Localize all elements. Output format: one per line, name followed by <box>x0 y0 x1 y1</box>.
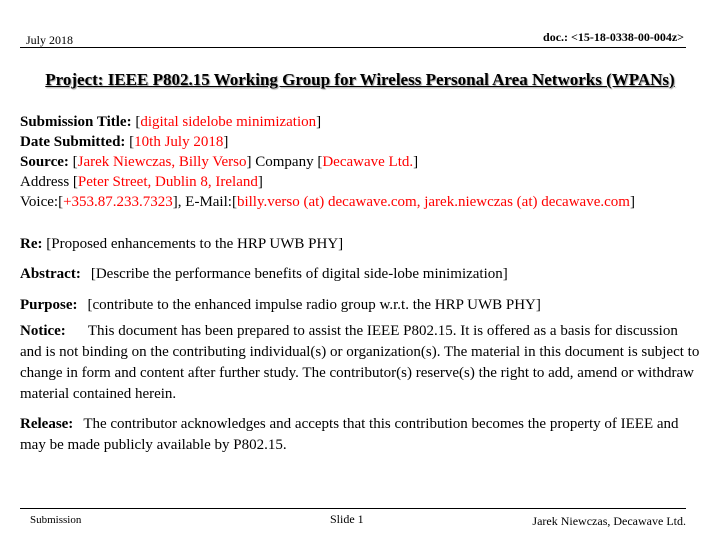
submission-title-line: Submission Title: [digital sidelobe minimization] <box>20 114 322 130</box>
email-label: E-Mail: <box>185 194 232 210</box>
address-value: Peter Street, Dublin 8, Ireland <box>77 174 258 190</box>
source-line: Source: [Jarek Niewczas, Billy Verso] Company [Decawave Ltd.] <box>20 154 419 170</box>
notice-text: This document has been prepared to assist the IEEE P802.15. It is offered as a basis for discussion and is not binding on the contributing individual(s) or organization(s). The material in this document is subject to change in form and content after further study. The contributor(s) reserve(s) the right to add, amend or withdraw material contained herein. <box>20 323 700 402</box>
abstract-line: Abstract: [Describe the performance benefits of digital side-lobe minimization] <box>20 266 508 282</box>
notice-label: Notice: <box>20 323 66 339</box>
date-submitted-value: 10th July 2018 <box>134 134 224 150</box>
address-line: Address [Peter Street, Dublin 8, Ireland] <box>20 174 263 190</box>
source-label: Source: <box>20 154 69 170</box>
re-value: Proposed enhancements to the HRP UWB PHY <box>51 236 339 252</box>
header-date: July 2018 <box>26 33 74 47</box>
address-label: Address <box>20 174 70 190</box>
re-label: Re: <box>20 236 43 252</box>
submission-title-label: Submission Title: <box>20 114 132 130</box>
purpose-label: Purpose: <box>20 297 78 313</box>
company-value: Decawave Ltd. <box>322 154 414 170</box>
voice-value: +353.87.233.7323 <box>63 194 173 210</box>
footer-author: Jarek Niewczas, Decawave Ltd. <box>532 514 686 528</box>
release-paragraph <box>20 414 700 456</box>
purpose-value: contribute to the enhanced impulse radio group w.r.t. the HRP UWB PHY <box>92 297 536 313</box>
voice-label: Voice: <box>20 194 59 210</box>
footer-submission: Submission <box>30 514 82 526</box>
abstract-value: Describe the performance benefits of digital side-lobe minimization <box>95 266 503 282</box>
release-label: Release: <box>20 416 74 432</box>
footer-slide-number: Slide 1 <box>330 512 364 526</box>
purpose-line: Purpose: [contribute to the enhanced impulse radio group w.r.t. the HRP UWB PHY] <box>20 297 541 313</box>
footer-rule <box>20 508 686 509</box>
submission-title-value: digital sidelobe minimization <box>140 114 317 130</box>
abstract-label: Abstract: <box>20 266 81 282</box>
release-text: The contributor acknowledges and accepts that this contribution becomes the property of IEEE and may be made publicly available by P802.15. <box>20 416 679 453</box>
date-submitted-line: Date Submitted: [10th July 2018] <box>20 134 229 150</box>
company-label: Company <box>255 154 314 170</box>
header-rule <box>20 47 686 48</box>
notice-paragraph <box>20 321 700 405</box>
header-doc-id: doc.: <15-18-0338-00-004z> <box>543 30 684 44</box>
project-title: Project: IEEE P802.15 Working Group for Wireless Personal Area Networks (WPANs) <box>45 70 675 89</box>
contact-line: Voice:[+353.87.233.7323], E-Mail:[billy.verso (at) decawave.com, jarek.niewczas (at) decawave.com] <box>20 194 635 210</box>
date-submitted-label: Date Submitted: <box>20 134 126 150</box>
source-value: Jarek Niewczas, Billy Verso <box>77 154 247 170</box>
email-value: billy.verso (at) decawave.com, jarek.niewczas (at) decawave.com <box>236 194 630 210</box>
re-line: Re: [Proposed enhancements to the HRP UWB PHY] <box>20 236 344 252</box>
